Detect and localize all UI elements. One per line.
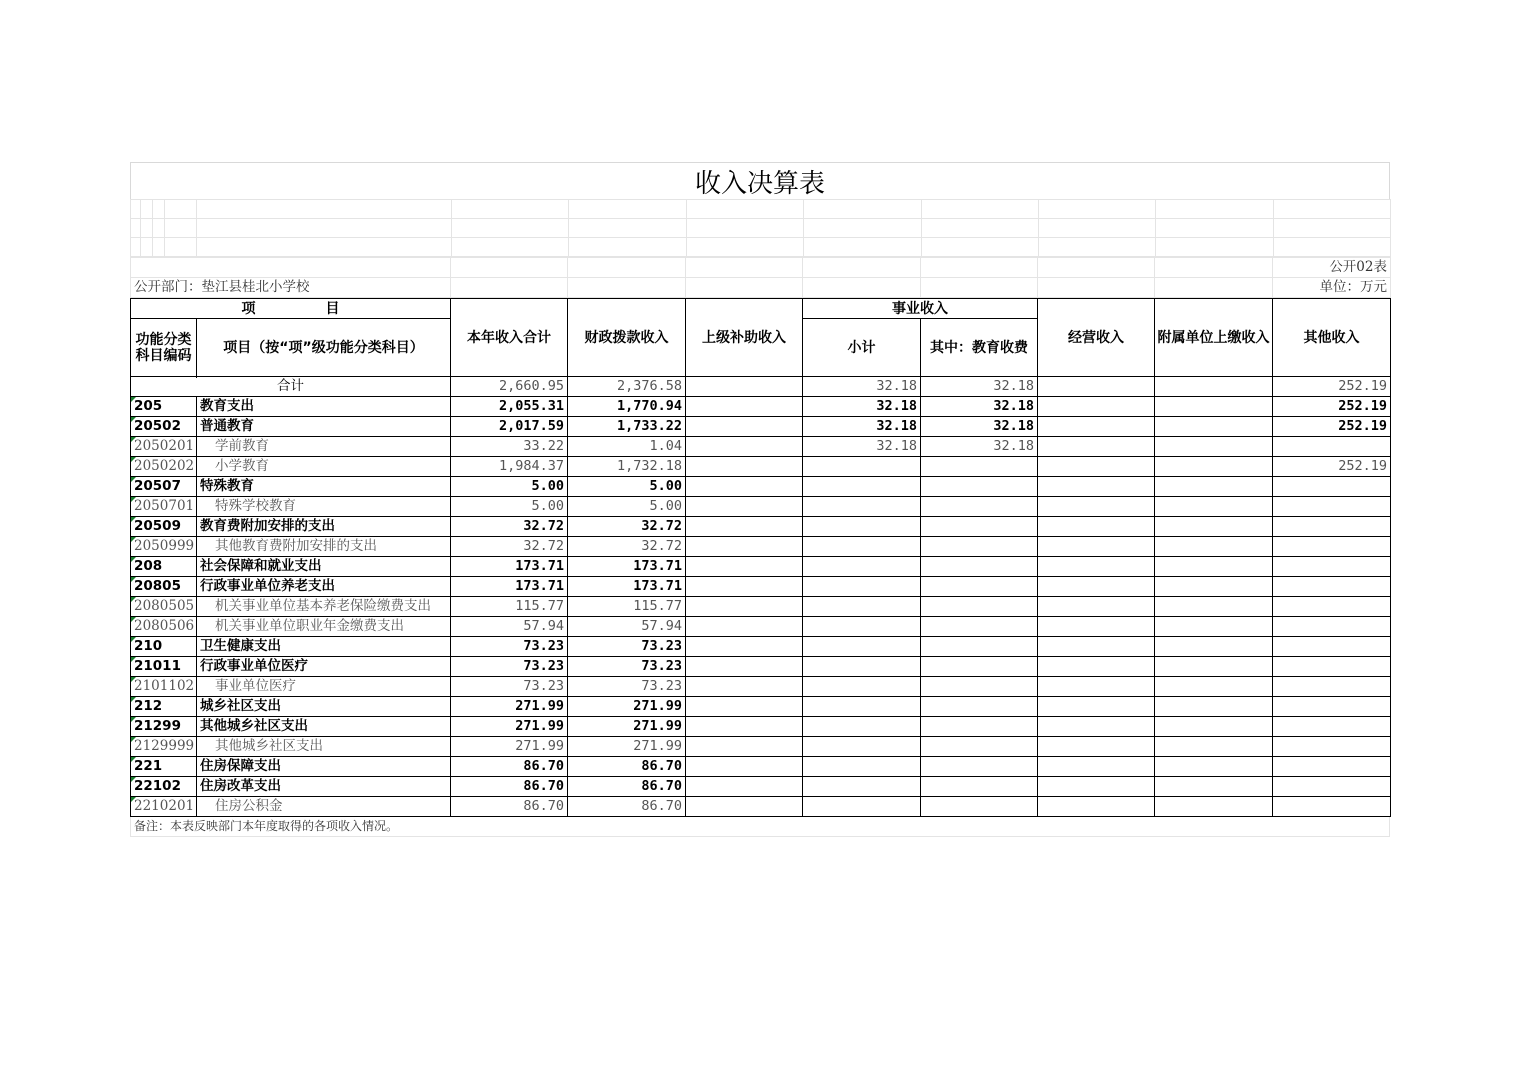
row-fiscal: 115.77 — [568, 597, 686, 617]
header-item-group: 项 目 — [131, 299, 451, 319]
table-row — [131, 617, 1391, 637]
row-total: 57.94 — [451, 617, 568, 637]
row-fiscal: 5.00 — [568, 497, 686, 517]
row-total: 5.00 — [451, 477, 568, 497]
summary-affiliated — [1155, 377, 1273, 397]
row-edu-fee — [921, 697, 1038, 717]
row-operating — [1038, 637, 1155, 657]
table-row — [131, 437, 1391, 457]
row-subtotal — [803, 477, 921, 497]
row-code: 210 — [131, 637, 197, 657]
row-affiliated — [1155, 617, 1273, 637]
row-affiliated — [1155, 417, 1273, 437]
row-operating — [1038, 677, 1155, 697]
row-name: 住房改革支出 — [197, 777, 451, 797]
summary-other: 252.19 — [1273, 377, 1391, 397]
row-superior — [686, 637, 803, 657]
row-name: 普通教育 — [197, 417, 451, 437]
row-name: 其他教育费附加安排的支出 — [197, 537, 451, 557]
row-code: 2101102 — [131, 677, 197, 697]
row-edu-fee: 32.18 — [921, 417, 1038, 437]
row-other — [1273, 637, 1391, 657]
row-subtotal — [803, 597, 921, 617]
row-fiscal: 57.94 — [568, 617, 686, 637]
header-total: 本年收入合计 — [451, 299, 568, 377]
row-edu-fee — [921, 737, 1038, 757]
row-superior — [686, 717, 803, 737]
row-other — [1273, 757, 1391, 777]
row-operating — [1038, 517, 1155, 537]
row-edu-fee — [921, 757, 1038, 777]
table-row — [131, 577, 1391, 597]
row-other — [1273, 797, 1391, 817]
row-code: 205 — [131, 397, 197, 417]
row-subtotal — [803, 537, 921, 557]
summary-total: 2,660.95 — [451, 377, 568, 397]
row-affiliated — [1155, 637, 1273, 657]
row-edu-fee — [921, 577, 1038, 597]
table-row — [131, 477, 1391, 497]
row-total: 73.23 — [451, 637, 568, 657]
row-subtotal — [803, 677, 921, 697]
row-total: 32.72 — [451, 537, 568, 557]
row-total: 271.99 — [451, 737, 568, 757]
row-affiliated — [1155, 517, 1273, 537]
row-affiliated — [1155, 657, 1273, 677]
row-superior — [686, 597, 803, 617]
row-total: 5.00 — [451, 497, 568, 517]
row-name: 社会保障和就业支出 — [197, 557, 451, 577]
row-code: 21011 — [131, 657, 197, 677]
row-operating — [1038, 397, 1155, 417]
row-fiscal: 1.04 — [568, 437, 686, 457]
table-row — [131, 717, 1391, 737]
row-code: 2080506 — [131, 617, 197, 637]
row-total: 86.70 — [451, 777, 568, 797]
row-superior — [686, 777, 803, 797]
row-subtotal — [803, 617, 921, 637]
row-subtotal — [803, 577, 921, 597]
row-affiliated — [1155, 397, 1273, 417]
row-edu-fee — [921, 677, 1038, 697]
row-total: 173.71 — [451, 557, 568, 577]
row-total: 73.23 — [451, 677, 568, 697]
row-other — [1273, 697, 1391, 717]
department-label: 公开部门：垫江县桂北小学校 — [131, 278, 451, 298]
row-total: 271.99 — [451, 717, 568, 737]
row-other — [1273, 777, 1391, 797]
row-name: 学前教育 — [197, 437, 451, 457]
table-row — [131, 757, 1391, 777]
row-fiscal: 271.99 — [568, 697, 686, 717]
summary-superior — [686, 377, 803, 397]
row-affiliated — [1155, 717, 1273, 737]
row-other — [1273, 577, 1391, 597]
row-fiscal: 32.72 — [568, 517, 686, 537]
header-superior: 上级补助收入 — [686, 299, 803, 377]
row-superior — [686, 497, 803, 517]
row-code: 20502 — [131, 417, 197, 437]
spacer-grid — [130, 199, 1391, 257]
row-code: 2050701 — [131, 497, 197, 517]
row-affiliated — [1155, 577, 1273, 597]
row-superior — [686, 797, 803, 817]
row-total: 1,984.37 — [451, 457, 568, 477]
row-code: 20805 — [131, 577, 197, 597]
row-fiscal: 173.71 — [568, 577, 686, 597]
row-fiscal: 86.70 — [568, 797, 686, 817]
row-total: 32.72 — [451, 517, 568, 537]
row-edu-fee — [921, 657, 1038, 677]
header-other: 其他收入 — [1273, 299, 1391, 377]
row-total: 2,017.59 — [451, 417, 568, 437]
row-superior — [686, 757, 803, 777]
row-total: 86.70 — [451, 757, 568, 777]
row-other — [1273, 737, 1391, 757]
row-subtotal: 32.18 — [803, 397, 921, 417]
summary-edu-fee: 32.18 — [921, 377, 1038, 397]
row-operating — [1038, 797, 1155, 817]
row-code: 20509 — [131, 517, 197, 537]
row-edu-fee — [921, 557, 1038, 577]
row-affiliated — [1155, 737, 1273, 757]
row-other — [1273, 617, 1391, 637]
row-affiliated — [1155, 697, 1273, 717]
row-edu-fee — [921, 777, 1038, 797]
row-affiliated — [1155, 777, 1273, 797]
row-name: 机关事业单位基本养老保险缴费支出 — [197, 597, 451, 617]
row-affiliated — [1155, 677, 1273, 697]
row-other — [1273, 437, 1391, 457]
form-number: 公开02表 — [1273, 258, 1391, 278]
row-operating — [1038, 617, 1155, 637]
row-other — [1273, 557, 1391, 577]
row-code: 22102 — [131, 777, 197, 797]
row-operating — [1038, 697, 1155, 717]
row-superior — [686, 697, 803, 717]
row-name: 住房保障支出 — [197, 757, 451, 777]
table-row — [131, 497, 1391, 517]
row-name: 教育支出 — [197, 397, 451, 417]
row-subtotal — [803, 797, 921, 817]
row-fiscal: 1,733.22 — [568, 417, 686, 437]
income-table — [130, 298, 1391, 817]
row-superior — [686, 677, 803, 697]
row-affiliated — [1155, 477, 1273, 497]
row-edu-fee — [921, 517, 1038, 537]
header-subtotal: 小计 — [803, 319, 921, 377]
row-operating — [1038, 477, 1155, 497]
table-row — [131, 597, 1391, 617]
row-other — [1273, 717, 1391, 737]
header-business-group: 事业收入 — [803, 299, 1038, 319]
row-subtotal — [803, 497, 921, 517]
row-superior — [686, 397, 803, 417]
row-superior — [686, 457, 803, 477]
row-name: 机关事业单位职业年金缴费支出 — [197, 617, 451, 637]
row-subtotal — [803, 717, 921, 737]
table-row — [131, 417, 1391, 437]
row-fiscal: 173.71 — [568, 557, 686, 577]
row-other: 252.19 — [1273, 397, 1391, 417]
table-row — [131, 697, 1391, 717]
row-subtotal — [803, 777, 921, 797]
row-total: 173.71 — [451, 577, 568, 597]
row-superior — [686, 537, 803, 557]
row-affiliated — [1155, 597, 1273, 617]
row-fiscal: 271.99 — [568, 737, 686, 757]
row-fiscal: 32.72 — [568, 537, 686, 557]
table-row — [131, 397, 1391, 417]
row-code: 212 — [131, 697, 197, 717]
row-operating — [1038, 557, 1155, 577]
row-edu-fee — [921, 457, 1038, 477]
row-fiscal: 86.70 — [568, 777, 686, 797]
row-edu-fee — [921, 717, 1038, 737]
row-fiscal: 73.23 — [568, 677, 686, 697]
row-fiscal: 1,732.18 — [568, 457, 686, 477]
row-subtotal — [803, 457, 921, 477]
row-affiliated — [1155, 497, 1273, 517]
table-row — [131, 637, 1391, 657]
meta-grid — [130, 257, 1391, 298]
row-other — [1273, 477, 1391, 497]
row-subtotal: 32.18 — [803, 437, 921, 457]
row-superior — [686, 417, 803, 437]
summary-subtotal: 32.18 — [803, 377, 921, 397]
row-operating — [1038, 577, 1155, 597]
table-row — [131, 777, 1391, 797]
row-code: 2050202 — [131, 457, 197, 477]
summary-row — [131, 377, 1391, 397]
table-row — [131, 737, 1391, 757]
row-subtotal: 32.18 — [803, 417, 921, 437]
row-fiscal: 5.00 — [568, 477, 686, 497]
row-code: 2080505 — [131, 597, 197, 617]
row-name: 卫生健康支出 — [197, 637, 451, 657]
row-superior — [686, 617, 803, 637]
row-superior — [686, 577, 803, 597]
table-row — [131, 457, 1391, 477]
header-code: 功能分类科目编码 — [131, 319, 197, 377]
row-edu-fee — [921, 617, 1038, 637]
row-code: 2050201 — [131, 437, 197, 457]
row-total: 73.23 — [451, 657, 568, 677]
table-row — [131, 797, 1391, 817]
row-other — [1273, 537, 1391, 557]
row-subtotal — [803, 697, 921, 717]
row-other: 252.19 — [1273, 417, 1391, 437]
row-other — [1273, 597, 1391, 617]
row-total: 115.77 — [451, 597, 568, 617]
header-name: 项目（按“项”级功能分类科目） — [197, 319, 451, 377]
table-row — [131, 677, 1391, 697]
row-code: 2210201 — [131, 797, 197, 817]
row-edu-fee — [921, 597, 1038, 617]
row-operating — [1038, 497, 1155, 517]
row-fiscal: 271.99 — [568, 717, 686, 737]
row-name: 住房公积金 — [197, 797, 451, 817]
row-edu-fee — [921, 537, 1038, 557]
header-edu-fee: 其中：教育收费 — [921, 319, 1038, 377]
row-superior — [686, 517, 803, 537]
row-operating — [1038, 777, 1155, 797]
row-name: 小学教育 — [197, 457, 451, 477]
row-superior — [686, 437, 803, 457]
header-affiliated: 附属单位上缴收入 — [1155, 299, 1273, 377]
footnote: 备注：本表反映部门本年度取得的各项收入情况。 — [130, 817, 1390, 837]
row-code: 20507 — [131, 477, 197, 497]
row-edu-fee: 32.18 — [921, 397, 1038, 417]
row-name: 行政事业单位养老支出 — [197, 577, 451, 597]
row-name: 事业单位医疗 — [197, 677, 451, 697]
row-superior — [686, 557, 803, 577]
row-operating — [1038, 717, 1155, 737]
row-operating — [1038, 737, 1155, 757]
row-name: 城乡社区支出 — [197, 697, 451, 717]
unit-label: 单位：万元 — [1273, 278, 1391, 298]
row-fiscal: 73.23 — [568, 637, 686, 657]
row-subtotal — [803, 637, 921, 657]
row-subtotal — [803, 657, 921, 677]
row-code: 221 — [131, 757, 197, 777]
row-total: 86.70 — [451, 797, 568, 817]
row-affiliated — [1155, 537, 1273, 557]
table-row — [131, 657, 1391, 677]
row-total: 33.22 — [451, 437, 568, 457]
row-affiliated — [1155, 557, 1273, 577]
summary-fiscal: 2,376.58 — [568, 377, 686, 397]
row-affiliated — [1155, 797, 1273, 817]
row-edu-fee: 32.18 — [921, 437, 1038, 457]
row-operating — [1038, 657, 1155, 677]
row-fiscal: 86.70 — [568, 757, 686, 777]
row-other — [1273, 677, 1391, 697]
row-operating — [1038, 457, 1155, 477]
row-code: 208 — [131, 557, 197, 577]
row-fiscal: 73.23 — [568, 657, 686, 677]
row-subtotal — [803, 517, 921, 537]
row-edu-fee — [921, 797, 1038, 817]
row-code: 21299 — [131, 717, 197, 737]
row-superior — [686, 657, 803, 677]
row-other — [1273, 657, 1391, 677]
row-fiscal: 1,770.94 — [568, 397, 686, 417]
row-name: 行政事业单位医疗 — [197, 657, 451, 677]
row-superior — [686, 477, 803, 497]
row-operating — [1038, 597, 1155, 617]
row-code: 2129999 — [131, 737, 197, 757]
row-total: 2,055.31 — [451, 397, 568, 417]
summary-label: 合计 — [131, 377, 451, 397]
row-affiliated — [1155, 457, 1273, 477]
table-row — [131, 557, 1391, 577]
spreadsheet — [130, 162, 1390, 837]
summary-operating — [1038, 377, 1155, 397]
row-operating — [1038, 757, 1155, 777]
row-name: 其他城乡社区支出 — [197, 717, 451, 737]
row-other — [1273, 517, 1391, 537]
row-superior — [686, 737, 803, 757]
row-subtotal — [803, 557, 921, 577]
row-operating — [1038, 437, 1155, 457]
row-subtotal — [803, 757, 921, 777]
row-affiliated — [1155, 757, 1273, 777]
row-code: 2050999 — [131, 537, 197, 557]
row-name: 特殊教育 — [197, 477, 451, 497]
sheet-title: 收入决算表 — [130, 162, 1390, 199]
row-edu-fee — [921, 497, 1038, 517]
table-row — [131, 537, 1391, 557]
table-row — [131, 517, 1391, 537]
header-fiscal: 财政拨款收入 — [568, 299, 686, 377]
row-other: 252.19 — [1273, 457, 1391, 477]
row-subtotal — [803, 737, 921, 757]
row-edu-fee — [921, 637, 1038, 657]
row-other — [1273, 497, 1391, 517]
row-operating — [1038, 537, 1155, 557]
row-name: 特殊学校教育 — [197, 497, 451, 517]
row-affiliated — [1155, 437, 1273, 457]
row-name: 教育费附加安排的支出 — [197, 517, 451, 537]
row-name: 其他城乡社区支出 — [197, 737, 451, 757]
row-total: 271.99 — [451, 697, 568, 717]
header-operating: 经营收入 — [1038, 299, 1155, 377]
row-edu-fee — [921, 477, 1038, 497]
row-operating — [1038, 417, 1155, 437]
